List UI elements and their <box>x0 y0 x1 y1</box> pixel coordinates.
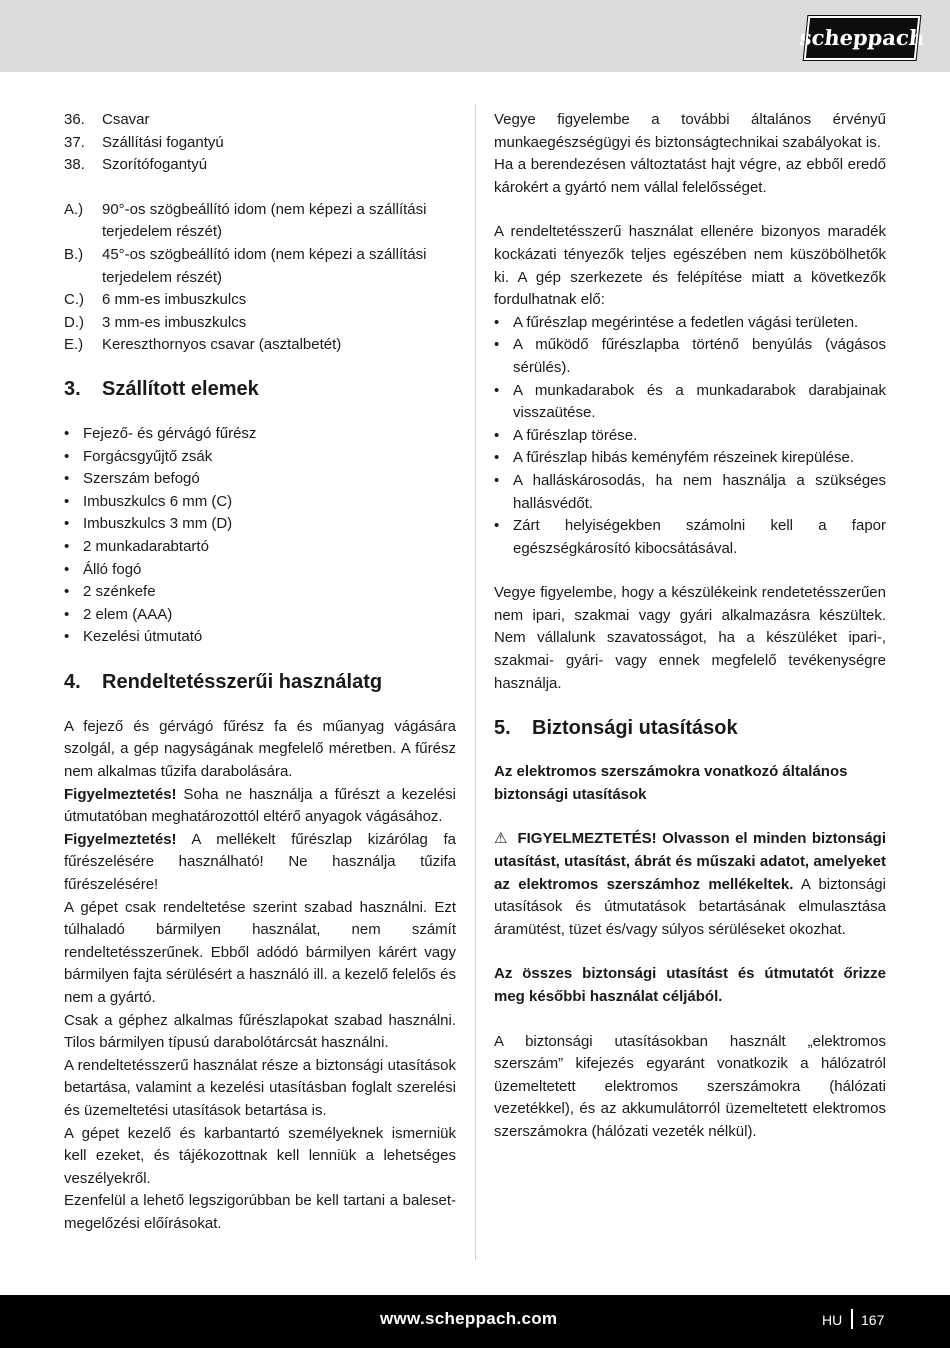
list-item <box>64 199 456 244</box>
website-link[interactable]: www.scheppach.com <box>380 1309 558 1328</box>
paragraph: A fejező és gérvágó fűrész fa és műanyag vágására szolgál, a gép nagyságának megfelelő méretben. A fűrész nem alkalmas tűzifa darabolására. <box>64 717 456 781</box>
item-number: 37. <box>64 133 85 151</box>
list-item <box>64 312 456 335</box>
list-item <box>494 515 886 560</box>
item-text: 90°-os szögbeállító idom (nem képezi a szállítási terjedelem részét) <box>102 200 427 241</box>
item-text: 45°-os szögbeállító idom (nem képezi a szállítási terjedelem részét) <box>102 245 427 286</box>
paragraph: A rendeltetésszerű használat része a biztonsági utasítások betartása, valamint a kezelési utasításban foglalt szerelési és üzemeltetési utasítások betartása is. <box>64 1056 456 1119</box>
list-item <box>64 513 456 536</box>
list-item <box>64 132 456 155</box>
section-4-body <box>64 716 456 1236</box>
item-number: A.) <box>64 200 84 218</box>
list-item <box>64 244 456 289</box>
item-text: Imbuszkulcs 6 mm (C) <box>83 492 233 510</box>
paragraph: Ezenfelül a lehető legszigorúbban be kell tartani a baleset-megelőzési előírásokat. <box>64 1192 456 1232</box>
item-text: Szállítási fogantyú <box>102 133 224 151</box>
item-text: Szerszám befogó <box>83 470 200 488</box>
right-column <box>494 109 886 1144</box>
item-text: 3 mm-es imbuszkulcs <box>102 313 247 331</box>
item-text: A halláskárosodás, ha nem használja a szükséges hallásvédőt. <box>513 471 886 512</box>
item-text: A munkadarabok és a munkadarabok darabjainak visszaütése. <box>513 381 886 422</box>
bullet-icon: • <box>64 560 70 578</box>
bullet-icon: • <box>64 628 70 646</box>
bullet-icon: • <box>64 537 70 555</box>
bullet-icon: • <box>64 447 70 465</box>
brand-text: scheppach <box>798 24 926 50</box>
list-item <box>494 470 886 515</box>
list-item <box>64 446 456 469</box>
warning-paragraph <box>494 828 886 941</box>
item-text: A fűrészlap hibás keményfém részeinek kirepülése. <box>513 449 855 467</box>
list-item <box>494 425 886 448</box>
language-code: HU <box>822 1312 843 1328</box>
item-number: D.) <box>64 313 84 331</box>
item-text: Forgácsgyűjtő zsák <box>83 447 213 465</box>
item-number: E.) <box>64 336 84 354</box>
section-title: Szállított elemek <box>102 377 259 400</box>
warning-label: Figyelmeztetés! <box>64 785 177 803</box>
warning-text: A biztonsági utasítások és útmutatások betartásának elmulasztása áramütést, tüzet és/vagy súlyos sérüléseket okozhat. <box>494 875 886 938</box>
warning-triangle-icon: ⚠ <box>494 830 508 848</box>
list-item <box>64 423 456 446</box>
warning-text: A mellékelt fűrészlap kizárólag fa fűrészelésére használható! Ne használja tűzifa fűrészelésére! <box>64 830 456 894</box>
list-item <box>64 491 456 514</box>
keep-instructions-text: Az összes biztonsági utasítást és útmutatót őrizze meg későbbi használat céljából. <box>494 965 886 1005</box>
list-item <box>494 312 886 335</box>
list-item <box>494 380 886 425</box>
parts-list <box>64 109 456 177</box>
list-item <box>64 559 456 582</box>
bullet-icon: • <box>494 313 500 331</box>
section-number: 5. <box>494 717 511 740</box>
warning-text: Soha ne használja a fűrészt a kezelési útmutatóban meghatározottól eltérő anyagok vágásához. <box>64 785 456 826</box>
list-item <box>494 334 886 379</box>
list-item <box>64 581 456 604</box>
paragraph: Ha a berendezésen változtatást hajt végre, az ebből eredő károkért a gyártó nem vállal felelősséget. <box>494 156 886 196</box>
warning-bold-text: FIGYELMEZTETÉS! Olvasson el minden biztonsági utasítást, utasítást, ábrát és műszaki adatot, amelyeket az elektromos szerszámhoz mellékeltek. <box>494 830 886 893</box>
item-text: Csavar <box>102 111 150 128</box>
warning-paragraph <box>64 829 456 897</box>
bullet-icon: • <box>494 426 500 444</box>
item-number: B.) <box>64 245 84 263</box>
item-text: 2 elem (AAA) <box>83 605 173 623</box>
section-number: 3. <box>64 377 81 400</box>
paragraph: Vegye figyelembe a további általános érvényű munkaegészségügyi és biztonságtechnikai szabályokat is. <box>494 111 886 151</box>
residual-risk-list <box>494 312 886 561</box>
section-3-heading <box>64 377 456 401</box>
footer-separator <box>851 1309 853 1329</box>
list-item <box>64 289 456 312</box>
section-title: Biztonsági utasítások <box>532 717 738 740</box>
bullet-icon: • <box>494 336 500 354</box>
list-item <box>64 109 456 132</box>
item-text: Szorítófogantyú <box>102 156 208 174</box>
section-number: 4. <box>64 670 81 693</box>
footer <box>0 1295 950 1348</box>
item-text: 2 munkadarabtartó <box>83 537 209 555</box>
subheading: Az elektromos szerszámokra vonatkozó általános biztonsági utasítások <box>494 763 848 803</box>
paragraph: Csak a géphez alkalmas fűrészlapokat szabad használni. Tilos bármilyen típusú darabolótárcsát használni. <box>64 1011 456 1052</box>
item-number: C.) <box>64 291 84 309</box>
item-text: Imbuszkulcs 3 mm (D) <box>83 515 233 533</box>
bullet-icon: • <box>494 471 500 489</box>
accessory-list <box>64 199 456 357</box>
warning-label: Figyelmeztetés! <box>64 830 177 848</box>
delivery-list <box>64 423 456 649</box>
item-text: A fűrészlap törése. <box>513 426 638 444</box>
list-item <box>494 447 886 470</box>
left-column <box>64 109 456 1236</box>
bullet-icon: • <box>64 424 70 442</box>
item-text: Álló fogó <box>83 560 142 578</box>
bullet-icon: • <box>494 517 500 535</box>
item-text: 6 mm-es imbuszkulcs <box>102 291 247 309</box>
item-number: 36. <box>64 111 85 128</box>
list-item <box>64 468 456 491</box>
item-text: A fűrészlap megérintése a fedetlen vágási területen. <box>513 313 859 331</box>
bullet-icon: • <box>64 583 70 601</box>
warning-paragraph <box>64 784 456 829</box>
bullet-icon: • <box>64 515 70 533</box>
paragraph: A gépet kezelő és karbantartó személyeknek ismerniük kell ezeket, és tájékozottnak kell lenniük a lehetséges veszélyekről. <box>64 1124 456 1187</box>
bullet-icon: • <box>494 381 500 399</box>
bullet-icon: • <box>64 605 70 623</box>
item-text: Kezelési útmutató <box>83 628 203 646</box>
paragraph: A rendeltetésszerű használat ellenére bizonyos maradék kockázati tényezők teljes egészében nem küszöbölhetők ki. A gép szerkezete és felépítése miatt a következők fordulhatnak elő: <box>494 223 886 309</box>
item-text: 2 szénkefe <box>83 583 156 601</box>
list-item <box>64 604 456 627</box>
page-number: 167 <box>861 1312 885 1328</box>
item-number: 38. <box>64 156 85 174</box>
bullet-icon: • <box>64 470 70 488</box>
section-4-heading <box>64 670 456 694</box>
bullet-icon: • <box>494 449 500 467</box>
list-item <box>64 154 456 177</box>
section-5-heading <box>494 716 886 740</box>
column-divider <box>475 104 476 1260</box>
bullet-icon: • <box>64 492 70 510</box>
section-title: Rendeltetésszerűi használatg <box>102 670 383 693</box>
item-text: Kereszthornyos csavar (asztalbetét) <box>102 336 342 354</box>
item-text: A működő fűrészlapba történő benyúlás (vágásos sérülés). <box>513 336 886 376</box>
paragraph: Vegye figyelembe, hogy a készülékeink rendetetésszerűen nem ipari, szakmai vagy gyári alkalmazásra készültek. Nem vállalunk szavatosságot, ha a készüléket ipari-, szakmai- gyári- vagy ennek megfelelő tevékenységre használja. <box>494 584 886 692</box>
list-item <box>64 626 456 649</box>
list-item <box>64 334 456 357</box>
item-text: Zárt helyiségekben számolni kell a fapor egészségkárosító kibocsátásával. <box>513 517 886 557</box>
paragraph: A biztonsági utasításokban használt „elektromos szerszám” kifejezés egyaránt vonatkozik a hálózatról üzemeltetett elektromos szerszámokra (hálózati vezetékkel), és az akkumulátorról üzemeltetett elektromos szerszámokra (hálózati vezeték nélkül). <box>494 1032 886 1140</box>
scheppach-logo <box>798 16 926 60</box>
list-item <box>64 536 456 559</box>
paragraph: A gépet csak rendeltetése szerint szabad használni. Ezt túlhaladó bármilyen használat, nem számít rendeltetésszerűnek. Ebből adódó bármilyen kárért vagy bármilyen fajta sérülésért a használó ill. a kezelő felelős és nem a gyártó. <box>64 898 456 1006</box>
item-text: Fejező- és gérvágó fűrész <box>83 424 257 442</box>
